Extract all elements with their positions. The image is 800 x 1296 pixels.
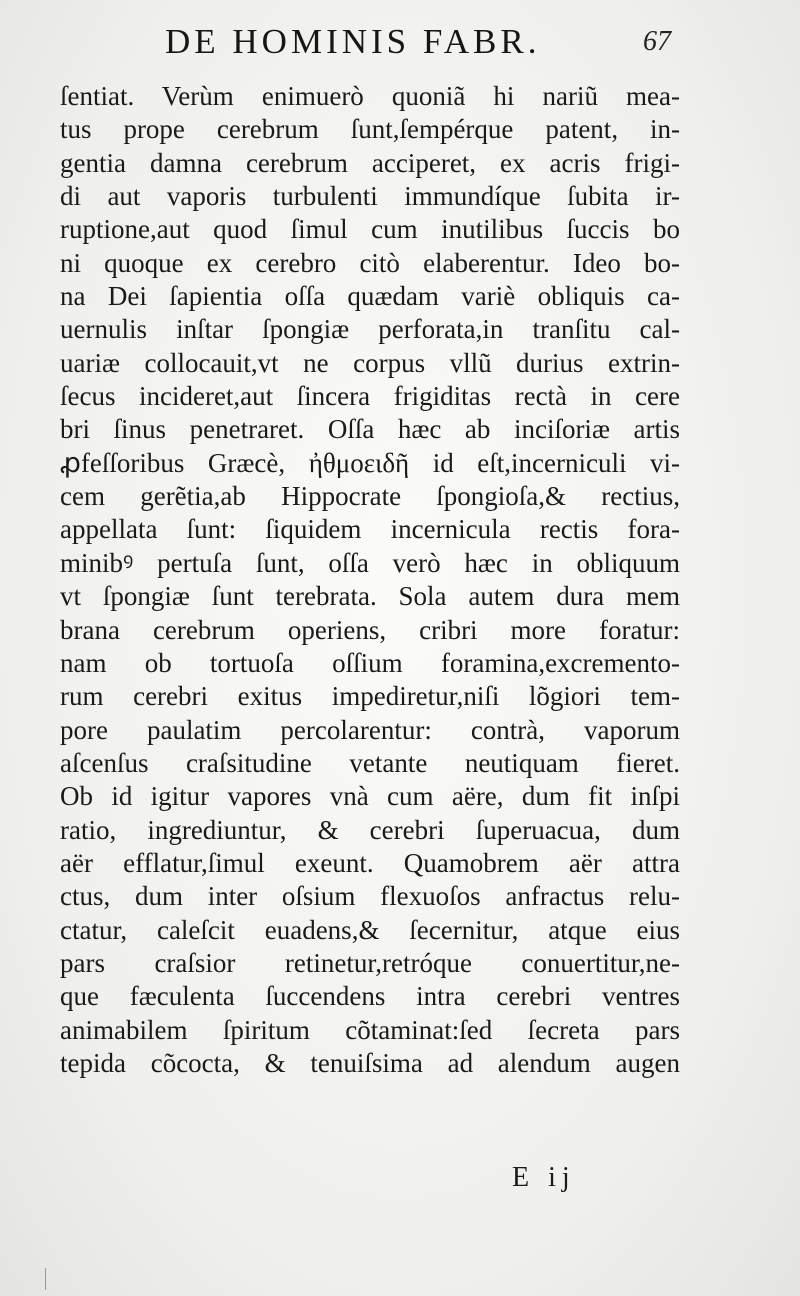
text-line: pore paulatim percolarentur: contrà, vaporum <box>60 714 680 745</box>
text-line: ratio, ingrediuntur, & cerebri ſuperuacua, dum <box>60 814 680 845</box>
text-line: animabilem ſpiritum cõtaminat:ſed ſecreta pars <box>60 1014 680 1045</box>
text-line: ꝓfeſſoribus Græcè, ἠθμοειδῆ id eſt,incerniculi vi- <box>60 447 680 478</box>
text-line: ctatur, caleſcit euadens,& ſecernitur, atque eius <box>60 914 680 945</box>
text-line: tepida cõcocta, & tenuiſsima ad alendum augen <box>60 1047 680 1078</box>
text-line: aër efflatur,ſimul exeunt. Quamobrem aër attra <box>60 847 680 878</box>
text-line: pars craſsior retinetur,retróque conuertitur,ne- <box>60 947 680 978</box>
text-line: ſentiat. Verùm enimuerò quoniã hi nariũ mea- <box>60 81 680 111</box>
text-line: ctus, dum inter oſsium flexuoſos anfractus relu- <box>60 881 680 912</box>
text-line: bri ſinus penetraret. Oſſa hæc ab inciſoriæ artis <box>60 414 680 445</box>
margin-mark <box>45 1268 46 1290</box>
text-line: appellata ſunt: ſiquidem incernicula rectis fora- <box>60 514 680 545</box>
text-line: gentia damna cerebrum acciperet, ex acris frigi- <box>60 147 680 178</box>
body-text <box>60 80 680 1080</box>
text-line: que fæculenta ſuccendens intra cerebri ventres <box>60 981 680 1012</box>
text-line: uariæ collocauit,vt ne corpus vllũ durius extrin- <box>60 347 680 378</box>
page-number: 67 <box>643 26 671 57</box>
text-line: di aut vaporis turbulenti immundíque ſubita ir- <box>60 181 680 212</box>
text-line: ſecus incideret,aut ſincera frigiditas rectà in cere <box>60 381 680 412</box>
text-line: ruptione,aut quod ſimul cum inutilibus ſuccis bo <box>60 214 680 245</box>
text-line: cem gerẽtia,ab Hippocrate ſpongioſa,& rectius, <box>60 481 680 512</box>
text-line: nam ob tortuoſa oſſium foramina,excremento- <box>60 647 680 678</box>
signature-mark: E ij <box>512 1162 576 1193</box>
text-line: uernulis inſtar ſpongiæ perforata,in tranſitu cal- <box>60 314 680 345</box>
page-header <box>165 22 685 72</box>
text-line: minibꝰ pertuſa ſunt, oſſa verò hæc in obliquum <box>60 547 680 578</box>
text-line: brana cerebrum operiens, cribri more foratur: <box>60 614 680 645</box>
text-line: Ob id igitur vapores vnà cum aëre, dum fit inſpi <box>60 781 680 812</box>
text-line: na Dei ſapientia oſſa quædam variè obliquis ca- <box>60 281 680 312</box>
text-line: rum cerebri exitus impediretur,niſi lõgiori tem- <box>60 681 680 712</box>
text-line: tus prope cerebrum ſunt,ſempérque patent, in- <box>60 114 680 145</box>
text-line: ni quoque ex cerebro citò elaberentur. Ideo bo- <box>60 247 680 278</box>
running-head: DE HOMINIS FABR. <box>165 22 541 61</box>
text-line: vt ſpongiæ ſunt terebrata. Sola autem dura mem <box>60 581 680 612</box>
text-line: aſcenſus craſsitudine vetante neutiquam fieret. <box>60 747 680 778</box>
